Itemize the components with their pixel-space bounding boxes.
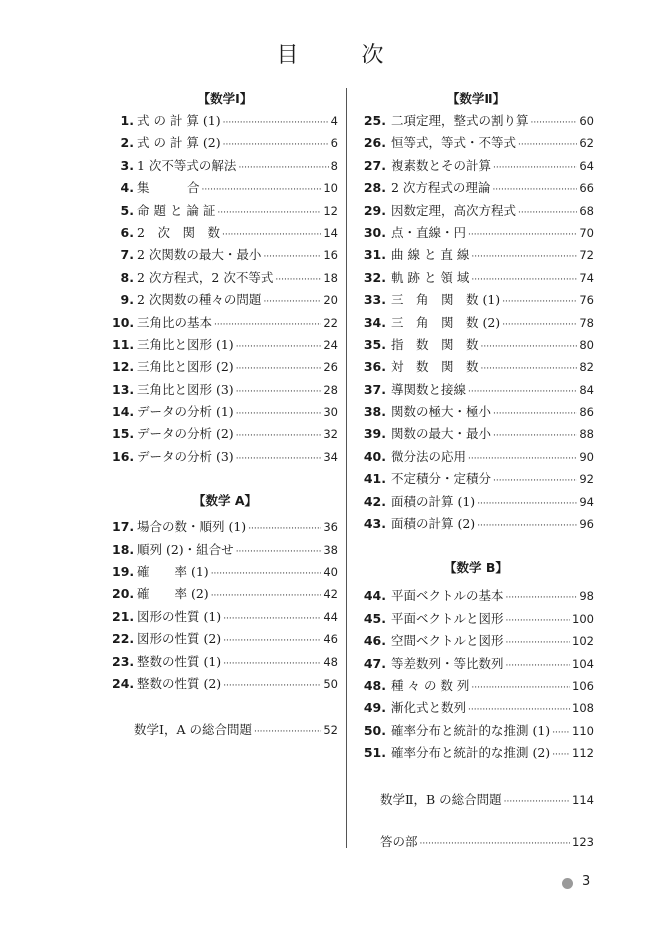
- toc-entry-page: 32: [323, 427, 338, 442]
- toc-entry-page: 42: [323, 587, 338, 602]
- toc-entry-number: 21.: [112, 608, 135, 624]
- toc-entry-page: 46: [323, 632, 338, 647]
- toc-entry-page: 104: [572, 656, 594, 671]
- toc-entry-label: 因数定理，高次方程式: [391, 202, 517, 218]
- toc-entry-label: データの分析 (1): [137, 404, 234, 420]
- toc-entry-page: 98: [579, 589, 594, 604]
- toc-entry-label: 図形の性質 (2): [137, 631, 222, 647]
- toc-entry-number: 26.: [363, 135, 386, 151]
- toc-entry-label: 数学Ⅰ，A の総合問題: [134, 722, 252, 738]
- toc-entry[interactable]: [358, 200, 594, 222]
- leader-dots: [238, 157, 328, 179]
- toc-entry-page: 64: [579, 158, 594, 173]
- toc-entry-number: 38.: [363, 404, 386, 420]
- toc-entry-label: 2 次方程式の理論: [391, 180, 491, 196]
- toc-entry-label: 答の部: [380, 833, 418, 849]
- toc-entry-page: 86: [579, 405, 594, 420]
- toc-entry-number: 13.: [112, 381, 135, 397]
- leader-dots: [518, 134, 577, 156]
- toc-entry-page: 30: [323, 405, 338, 420]
- toc-entry-page: 82: [579, 360, 594, 375]
- toc-entry-label: 三角比と図形 (3): [137, 381, 234, 397]
- toc-entry-page: 94: [579, 494, 594, 509]
- leader-dots: [223, 112, 329, 134]
- toc-entry-page: 88: [579, 427, 594, 442]
- toc-entry[interactable]: [358, 446, 594, 468]
- toc-entry-number: 48.: [363, 677, 386, 693]
- toc-entry-number: 4.: [120, 180, 134, 196]
- toc-entry-label: 二項定理，整式の割り算: [391, 113, 529, 128]
- toc-entry-number: 2.: [120, 135, 134, 151]
- leader-dots: [481, 358, 578, 380]
- toc-entry-number: 35.: [363, 336, 386, 352]
- toc-entry[interactable]: [112, 401, 338, 423]
- leader-dots: [492, 179, 577, 201]
- toc-entry-page: 4: [330, 114, 338, 128]
- leader-dots: [477, 493, 577, 515]
- toc-entry-page: 8: [330, 158, 338, 173]
- toc-entry[interactable]: [358, 720, 594, 742]
- toc-entry-label: 等差数列・等比数列: [391, 655, 504, 671]
- leader-dots: [211, 563, 322, 585]
- section-heading-math1: 【数学Ⅰ】: [197, 91, 253, 106]
- toc-entry[interactable]: [112, 267, 338, 289]
- leader-dots: [217, 202, 321, 224]
- title-char-2: 次: [361, 43, 384, 68]
- toc-entry-number: 1.: [120, 113, 134, 128]
- toc-entry-label: 2 次方程式，2 次不等式: [137, 269, 274, 285]
- toc-entry-label: 関数の極大・極小: [391, 404, 492, 420]
- toc-entry[interactable]: [112, 356, 338, 378]
- toc-entry[interactable]: [358, 675, 594, 697]
- toc-entry-label: 確 率 (2): [137, 586, 209, 602]
- toc-entry-number: 30.: [363, 224, 386, 240]
- toc-entry-page: 76: [579, 293, 594, 308]
- toc-entry[interactable]: [358, 334, 594, 356]
- toc-entry-number: 43.: [363, 516, 386, 532]
- toc-entry-page: 20: [323, 293, 338, 308]
- toc-entry-label: 図形の性質 (1): [137, 608, 222, 624]
- leader-dots: [506, 655, 571, 677]
- toc-entry[interactable]: [112, 651, 338, 673]
- toc-entry-page: 96: [579, 517, 594, 532]
- leader-dots: [552, 744, 570, 766]
- toc-entry[interactable]: [358, 608, 594, 630]
- leader-dots: [493, 403, 577, 425]
- toc-entry-number: 15.: [112, 426, 135, 442]
- toc-entry[interactable]: [358, 653, 594, 675]
- toc-entry-page: 100: [572, 611, 594, 626]
- toc-entry-page: 92: [579, 472, 594, 487]
- leader-dots: [481, 336, 578, 358]
- leader-dots: [211, 585, 322, 607]
- leader-dots: [420, 833, 571, 855]
- toc-entry[interactable]: [358, 513, 594, 535]
- toc-entry-number: 44.: [363, 588, 386, 604]
- page-marker-dot: [562, 878, 573, 889]
- leader-dots: [493, 470, 577, 492]
- toc-entry-summary-2B[interactable]: [358, 789, 594, 811]
- toc-entry-label: 指 数 関 数: [391, 336, 479, 352]
- toc-entry-number: 31.: [363, 247, 386, 263]
- toc-entry-page: 108: [572, 701, 594, 716]
- toc-entry[interactable]: [358, 630, 594, 652]
- leader-dots: [222, 224, 321, 246]
- toc-entry-number: 12.: [112, 359, 135, 375]
- leader-dots: [223, 653, 321, 675]
- leader-dots: [471, 677, 570, 699]
- leader-dots: [236, 541, 322, 563]
- toc-entry[interactable]: [112, 110, 338, 132]
- toc-entry-label: 場合の数・順列 (1): [137, 519, 247, 535]
- toc-entry-label: 確率分布と統計的な推測 (2): [391, 745, 551, 761]
- toc-entry[interactable]: [112, 222, 338, 244]
- toc-entry-page: 110: [572, 723, 594, 738]
- toc-entry-answers[interactable]: [358, 831, 594, 853]
- toc-entry-page: 44: [323, 609, 338, 624]
- toc-entry[interactable]: [358, 267, 594, 289]
- toc-entry[interactable]: [112, 423, 338, 445]
- leader-dots: [504, 791, 570, 813]
- toc-entry-number: 29.: [363, 202, 386, 218]
- right-column: [358, 88, 594, 853]
- toc-entry-page: 10: [323, 181, 338, 196]
- toc-entry-page: 74: [579, 270, 594, 285]
- section-heading-mathA: 【数学 A】: [192, 493, 258, 509]
- toc-entry-label: 順列 (2)・組合せ: [137, 541, 234, 557]
- toc-entry-label: データの分析 (3): [137, 448, 234, 464]
- toc-entry-page: 34: [323, 449, 338, 464]
- toc-entry[interactable]: [112, 561, 338, 583]
- toc-entry-page: 102: [572, 634, 594, 649]
- toc-entry-label: 種 々 の 数 列: [391, 677, 470, 693]
- leader-dots: [468, 699, 570, 721]
- toc-entry-label: 微分法の応用: [391, 448, 467, 464]
- leader-dots: [468, 381, 577, 403]
- leader-dots: [223, 608, 321, 630]
- toc-entry[interactable]: [112, 628, 338, 650]
- toc-entry[interactable]: [358, 697, 594, 719]
- toc-entry-page: 60: [579, 114, 594, 128]
- left-column: [112, 88, 338, 742]
- toc-entry-label: 面積の計算 (1): [391, 493, 476, 509]
- toc-entry[interactable]: [358, 491, 594, 513]
- leader-dots: [254, 721, 321, 743]
- toc-entry-page: 16: [323, 248, 338, 263]
- toc-entry[interactable]: [112, 606, 338, 628]
- toc-entry-page: 52: [323, 723, 338, 738]
- leader-dots: [493, 157, 577, 179]
- toc-entry-number: 22.: [112, 631, 135, 647]
- toc-entry-page: 70: [579, 225, 594, 240]
- toc-list-mathA: [112, 516, 338, 695]
- toc-entry-number: 9.: [120, 292, 134, 308]
- toc-entry[interactable]: [112, 539, 338, 561]
- toc-entry-number: 6.: [120, 224, 134, 240]
- toc-entry-page: 112: [572, 746, 594, 761]
- toc-entry-page: 48: [323, 654, 338, 669]
- toc-entry-label: 複素数とその計算: [391, 157, 492, 173]
- section-heading-math2: 【数学Ⅱ】: [446, 91, 506, 106]
- leader-dots: [468, 224, 577, 246]
- leader-dots: [263, 246, 321, 268]
- section-heading-mathB: 【数学 B】: [444, 560, 508, 576]
- toc-entry-number: 19.: [112, 564, 135, 580]
- toc-entry-page: 26: [323, 360, 338, 375]
- toc-entry-label: 2 次 関 数: [137, 224, 220, 240]
- toc-entry-number: 8.: [120, 269, 134, 285]
- toc-entry[interactable]: [112, 673, 338, 695]
- toc-entry-number: 18.: [112, 541, 135, 557]
- toc-entry-page: 123: [572, 834, 594, 849]
- toc-entry[interactable]: [358, 585, 594, 607]
- toc-entry[interactable]: [358, 379, 594, 401]
- toc-entry-page: 18: [323, 270, 338, 285]
- toc-entry[interactable]: [358, 110, 594, 132]
- toc-entry[interactable]: [358, 222, 594, 244]
- toc-entry[interactable]: [112, 200, 338, 222]
- toc-entry-number: 25.: [363, 113, 386, 128]
- toc-entry-number: 17.: [112, 519, 135, 535]
- toc-entry[interactable]: [358, 177, 594, 199]
- toc-entry-number: 51.: [363, 745, 386, 761]
- toc-entry-number: 20.: [112, 586, 135, 602]
- toc-entry[interactable]: [358, 289, 594, 311]
- leader-dots: [502, 314, 577, 336]
- toc-entry-number: 33.: [363, 292, 386, 308]
- leader-dots: [275, 269, 321, 291]
- toc-entry-number: 10.: [112, 314, 135, 330]
- toc-entry-label: 確率分布と統計的な推測 (1): [391, 722, 551, 738]
- toc-entry-label: 集 合: [137, 180, 200, 196]
- leader-dots: [552, 722, 570, 744]
- toc-entry[interactable]: [112, 516, 338, 538]
- toc-entry-label: 1 次不等式の解法: [137, 157, 237, 173]
- leader-dots: [236, 381, 322, 403]
- toc-entry-number: 45.: [363, 610, 386, 626]
- toc-entry-label: 面積の計算 (2): [391, 516, 476, 532]
- toc-entry[interactable]: [358, 155, 594, 177]
- toc-entry-label: 関数の最大・最小: [391, 426, 492, 442]
- toc-list-mathB: [358, 585, 594, 764]
- toc-entry[interactable]: [358, 356, 594, 378]
- toc-entry[interactable]: [358, 132, 594, 154]
- toc-entry-page: 80: [579, 337, 594, 352]
- leader-dots: [223, 630, 321, 652]
- toc-entry-number: 23.: [112, 653, 135, 669]
- toc-entry-label: 整数の性質 (2): [137, 675, 222, 691]
- page-number: 3: [582, 874, 591, 889]
- toc-entry-number: 5.: [120, 202, 134, 218]
- leader-dots: [236, 425, 322, 447]
- toc-entry-page: 6: [330, 136, 338, 151]
- toc-entry[interactable]: [112, 289, 338, 311]
- toc-entry-label: 漸化式と数列: [391, 700, 467, 716]
- toc-entry-page: 38: [323, 542, 338, 557]
- toc-entry-label: 恒等式，等式・不等式: [391, 135, 517, 151]
- toc-entry-label: 2 次関数の最大・最小: [137, 247, 262, 263]
- leader-dots: [471, 269, 577, 291]
- toc-entry-label: 確 率 (1): [137, 564, 209, 580]
- leader-dots: [518, 202, 577, 224]
- toc-entry-number: 3.: [120, 157, 134, 173]
- toc-entry-label: 数学Ⅱ，B の総合問題: [380, 791, 502, 807]
- toc-entry[interactable]: [358, 742, 594, 764]
- column-divider: [346, 88, 347, 848]
- toc-entry[interactable]: [358, 401, 594, 423]
- toc-entry-number: 41.: [363, 471, 386, 487]
- toc-entry-summary-1A[interactable]: [112, 719, 338, 741]
- toc-entry-page: 106: [572, 678, 594, 693]
- toc-entry-page: 84: [579, 382, 594, 397]
- leader-dots: [223, 675, 321, 697]
- title-char-1: 目: [276, 43, 299, 68]
- leader-dots: [263, 291, 321, 313]
- toc-entry-label: 三角比と図形 (2): [137, 359, 234, 375]
- toc-entry-number: 46.: [363, 633, 386, 649]
- toc-entry-label: 点・直線・円: [391, 224, 467, 240]
- toc-entry-page: 24: [323, 337, 338, 352]
- leader-dots: [506, 632, 571, 654]
- toc-entry-page: 28: [323, 382, 338, 397]
- toc-entry-number: 47.: [363, 655, 386, 671]
- toc-entry-number: 32.: [363, 269, 386, 285]
- toc-list-math1: [112, 110, 338, 468]
- toc-entry-page: 36: [323, 520, 338, 535]
- toc-entry-page: 40: [323, 565, 338, 580]
- toc-entry-number: 37.: [363, 381, 386, 397]
- toc-entry[interactable]: [358, 312, 594, 334]
- toc-entry-page: 78: [579, 315, 594, 330]
- toc-entry-page: 22: [323, 315, 338, 330]
- toc-entry-label: 曲 線 と 直 線: [391, 247, 470, 263]
- leader-dots: [493, 425, 577, 447]
- toc-entry[interactable]: [112, 244, 338, 266]
- toc-entry-label: 整数の性質 (1): [137, 653, 222, 669]
- leader-dots: [506, 610, 571, 632]
- leader-dots: [248, 518, 321, 540]
- toc-entry-number: 27.: [363, 157, 386, 173]
- toc-entry[interactable]: [112, 312, 338, 334]
- toc-entry-number: 24.: [112, 675, 135, 691]
- leader-dots: [471, 246, 577, 268]
- toc-entry-label: 対 数 関 数: [391, 359, 479, 375]
- toc-entry[interactable]: [358, 244, 594, 266]
- toc-entry[interactable]: [112, 334, 338, 356]
- toc-entry-label: 三 角 関 数 (2): [391, 314, 501, 330]
- leader-dots: [236, 336, 322, 358]
- toc-entry-number: 16.: [112, 448, 135, 464]
- toc-entry-number: 42.: [363, 493, 386, 509]
- leader-dots: [236, 358, 322, 380]
- page-title: [0, 38, 660, 69]
- toc-entry-number: 14.: [112, 404, 135, 420]
- leader-dots: [223, 134, 329, 156]
- toc-entry[interactable]: [112, 583, 338, 605]
- toc-entry-number: 34.: [363, 314, 386, 330]
- leader-dots: [502, 291, 577, 313]
- toc-entry-page: 114: [572, 792, 594, 807]
- toc-entry-number: 7.: [120, 247, 134, 263]
- toc-entry-label: 式 の 計 算 (1): [137, 113, 221, 128]
- toc-entry[interactable]: [112, 155, 338, 177]
- leader-dots: [236, 403, 322, 425]
- toc-entry-label: 三 角 関 数 (1): [391, 292, 501, 308]
- toc-entry[interactable]: [358, 468, 594, 490]
- leader-dots: [531, 112, 578, 134]
- toc-entry-number: 11.: [112, 336, 135, 352]
- toc-entry-label: 2 次関数の種々の問題: [137, 292, 262, 308]
- toc-entry-label: 三角比の基本: [137, 314, 213, 330]
- toc-entry-page: 62: [579, 136, 594, 151]
- toc-entry-label: 式 の 計 算 (2): [137, 135, 221, 151]
- toc-entry-number: 28.: [363, 180, 386, 196]
- toc-entry-page: 72: [579, 248, 594, 263]
- toc-entry-page: 12: [323, 203, 338, 218]
- toc-entry[interactable]: [358, 423, 594, 445]
- toc-entry-label: 不定積分・定積分: [391, 471, 492, 487]
- toc-entry[interactable]: [112, 446, 338, 468]
- toc-entry[interactable]: [112, 177, 338, 199]
- toc-entry-label: 軌 跡 と 領 域: [391, 269, 470, 285]
- toc-entry-page: 68: [579, 203, 594, 218]
- toc-entry-page: 66: [579, 181, 594, 196]
- toc-entry-page: 50: [323, 676, 338, 691]
- leader-dots: [236, 448, 322, 470]
- toc-entry-number: 36.: [363, 359, 386, 375]
- leader-dots: [214, 314, 321, 336]
- toc-entry-number: 49.: [363, 700, 386, 716]
- toc-entry-label: データの分析 (2): [137, 426, 234, 442]
- toc-entry-page: 14: [323, 225, 338, 240]
- toc-entry-label: 平面ベクトルと図形: [391, 610, 504, 626]
- toc-entry-number: 40.: [363, 448, 386, 464]
- toc-list-math2: [358, 110, 594, 535]
- toc-entry-label: 命 題 と 論 証: [137, 202, 216, 218]
- toc-entry[interactable]: [112, 132, 338, 154]
- leader-dots: [468, 448, 577, 470]
- toc-entry-label: 平面ベクトルの基本: [391, 588, 504, 604]
- toc-entry-label: 三角比と図形 (1): [137, 336, 234, 352]
- toc-entry-number: 50.: [363, 722, 386, 738]
- leader-dots: [202, 179, 322, 201]
- leader-dots: [477, 515, 577, 537]
- toc-entry-number: 39.: [363, 426, 386, 442]
- toc-entry-label: 導関数と接線: [391, 381, 467, 397]
- toc-entry[interactable]: [112, 379, 338, 401]
- toc-entry-page: 90: [579, 449, 594, 464]
- toc-entry-label: 空間ベクトルと図形: [391, 633, 504, 649]
- leader-dots: [506, 587, 578, 609]
